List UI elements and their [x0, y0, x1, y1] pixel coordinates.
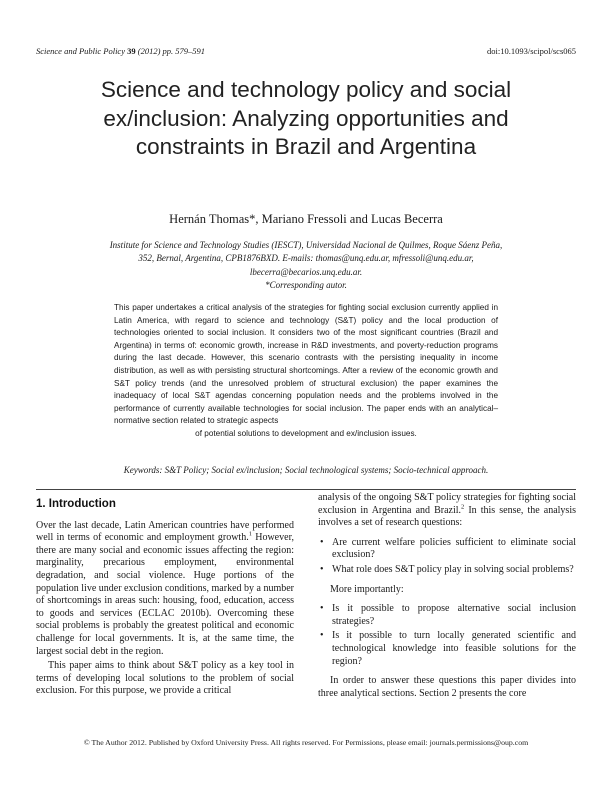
question-list-1 — [318, 537, 576, 577]
abstract — [114, 302, 498, 441]
more-importantly: More importantly: — [330, 583, 404, 595]
list-item: • What role does S&T policy play in solving social problems? — [320, 563, 574, 575]
footnote-ref-2[interactable]: 2 — [461, 503, 465, 511]
divider — [36, 489, 576, 490]
abstract-text: This paper undertakes a critical analysis of the strategies for fighting social exclusion currently applied in Latin America, with regard to science and technology (S&T) policy and the local production of technologies oriented to social inclusion. It considers two of the most significant countries (Brazil and Argentina) in terms of: economic growth, increase in R&D investments, and poverty-reduction programs during the last decade. However, this scenario contrasts with the persisting inequality in income distribution, as well as with persisting structural shortcomings. After a review of the economic growth and S&T policy trends (and the unresolved problem of structural exclusion) the paper examines the inadequacy of local S&T agendas concerning population needs and the problems involved in the performance of currently available technologies for social inclusion. The paper ends with an analytical–normative section related to strategic aspects — [114, 303, 498, 426]
right-paragraph-1 — [318, 492, 576, 530]
bullet-icon: • — [320, 563, 324, 575]
abstract-last-line: of potential solutions to development and ex/inclusion issues. — [195, 428, 417, 438]
bullet-icon: • — [320, 603, 324, 615]
footnote-ref-1[interactable]: 1 — [248, 530, 252, 538]
left-column — [36, 492, 294, 698]
journal-citation — [36, 46, 205, 56]
intro-p1-rest: However, there are many social and economic issues affecting the region: marginality, precarious employment, environmental degradation, and social violence. Huge portions of the population live under exclusion conditions, marked by a number of shortcomings in areas such: housing, food, education, access to goods and services (ECLAC 2010b). Overcoming these social problems is probably the greatest political and economic challenge for local governments. It is, at the same time, the largest social debt in the region. — [36, 532, 294, 657]
copyright-footer: © The Author 2012. Published by Oxford University Press. All rights reserved. For Permissions, please email: journals.permissions@oup.com — [83, 738, 529, 747]
question-list-2 — [318, 603, 576, 668]
affiliation: Institute for Science and Technology Studies (IESCT), Universidad Nacional de Quilmes, Roque Sáenz Peña, 352, Bernal, Argentina, CPB1876BXD. E-mails: thomas@unq.edu.ar, mfressoli@unq.edu.ar, lbecerra@becarios.unq.edu.ar. — [109, 240, 503, 277]
section-heading: 1. Introduction — [36, 498, 116, 510]
right-paragraph-2: In order to answer these questions this paper divides into three analytical sections. Section 2 presents the core — [318, 675, 576, 699]
bullet-icon: • — [320, 536, 324, 548]
right-p1-rest: In this sense, the analysis involves a set of research questions: — [318, 504, 576, 529]
intro-p1-start: Over the last decade, Latin American countries have performed well in terms of economic and employment growth. — [36, 519, 294, 544]
list-item: • Is it possible to turn locally generated scientific and technological knowledge into feasible solutions for the region? — [320, 630, 576, 667]
keywords: Keywords: S&T Policy; Social ex/inclusion; Social technological systems; Socio-technical approach. — [123, 465, 489, 475]
list-item: • Is it possible to propose alternative social inclusion strategies? — [320, 603, 576, 627]
intro-paragraph-2: This paper aims to think about S&T policy as a key tool in terms of developing local solutions to the problem of social exclusion. For this purpose, we provide a critical — [36, 660, 294, 697]
journal-details: (2012) pp. 579–591 — [137, 46, 206, 56]
right-p1-start: analysis of the ongoing S&T policy strategies for fighting social exclusion in Argentina and Brazil. — [318, 492, 576, 516]
journal-name: Science and Public Policy — [36, 46, 125, 56]
doi: doi:10.1093/scipol/scs065 — [486, 46, 576, 56]
paper-title: Science and technology policy and social ex/inclusion: Analyzing opportunities and constraints in Brazil and Argentina — [100, 77, 512, 159]
intro-paragraph-1 — [36, 520, 294, 659]
affiliation-block — [105, 239, 507, 292]
right-column — [318, 492, 576, 700]
list-item: • Are current welfare policies sufficient to eliminate social exclusion? — [320, 536, 576, 561]
journal-volume: 39 — [127, 46, 136, 56]
bullet-icon: • — [320, 630, 324, 642]
corresponding-note: *Corresponding autor. — [265, 279, 347, 290]
authors: Hernán Thomas*, Mariano Fressoli and Lucas Becerra — [169, 212, 443, 226]
